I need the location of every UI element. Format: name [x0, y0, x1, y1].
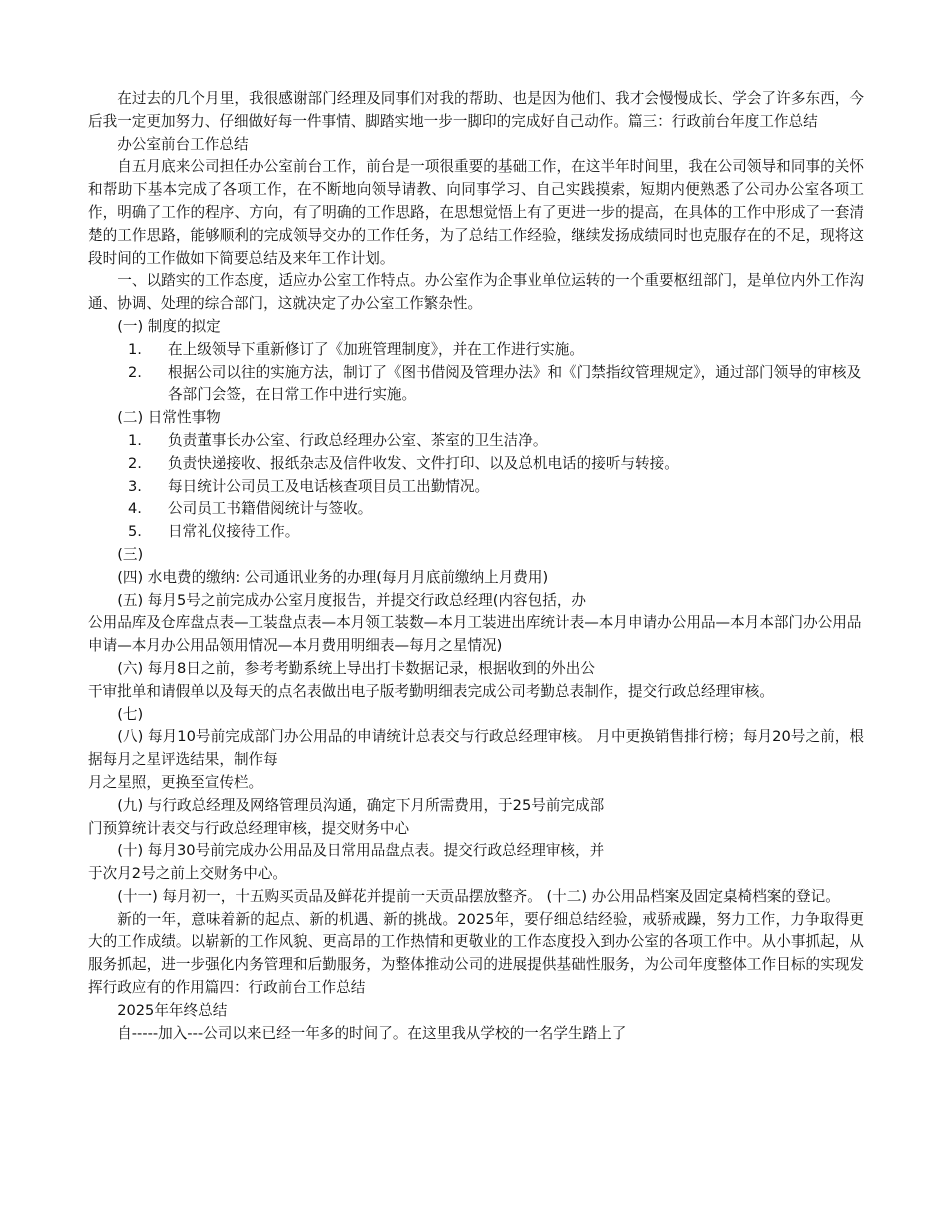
subsection-heading: (十) 每月30号前完成办公用品及日常用品盘点表。提交行政总经理审核，并 — [117, 842, 605, 860]
list-item — [128, 430, 864, 453]
list-item — [128, 453, 864, 476]
paragraph-continuation: 门预算统计表交与行政总经理审核，提交财务中心 — [88, 819, 410, 837]
list-text: 负责董事长办公室、行政总经理办公室、茶室的卫生洁净。 — [168, 431, 548, 449]
list-number: 1. — [128, 431, 142, 449]
paragraph: 在过去的几个月里，我很感谢部门经理及同事们对我的帮助、也是因为他们、我才会慢慢成长、学会了许多东西，今后我一定更加努力、仔细做好每一件事情、脚踏实地一步一脚印的完成好自己动作。篇三：行政前台年度工作总结 — [88, 90, 864, 130]
list-number: 4. — [128, 500, 142, 518]
list-number: 1. — [128, 340, 142, 358]
subsection-heading: (十一) 每月初一，十五购买贡品及鲜花并提前一天贡品摆放整齐。 (十二) 办公用品档案及固定桌椅档案的登记。 — [117, 887, 840, 905]
list-item — [128, 521, 864, 544]
subsection-heading: (一) 制度的拟定 — [117, 317, 221, 335]
numbered-list — [88, 339, 864, 407]
section-heading: 办公室前台工作总结 — [117, 135, 249, 153]
paragraph: 自五月底来公司担任办公室前台工作，前台是一项很重要的基础工作，在这半年时间里，我在公司领导和同事的关怀和帮助下基本完成了各项工作，在不断地向领导请教、向同事学习、自己实践摸索，短期内便熟悉了公司办公室各项工作，明确了工作的程序、方向，有了明确的工作思路，在思想觉悟上有了更进一步的提高，在具体的工作中形成了一套清楚的工作思路，能够顺利的完成领导交办的工作任务，为了总结工作经验，继续发扬成绩同时也克服存在的不足，现将这段时间的工作做如下简要总结及来年工作计划。 — [88, 158, 864, 267]
subsection-heading: (五) 每月5号之前完成办公室月度报告，并提交行政总经理(内容包括，办 — [117, 591, 587, 609]
subsection-heading: (八) 每月10号前完成部门办公用品的申请统计总表交与行政总经理审核。 月中更换销售排行榜；每月20号之前，根据每月之星评选结果，制作每 — [88, 728, 864, 769]
paragraph: 一、以踏实的工作态度，适应办公室工作特点。办公室作为企事业单位运转的一个重要枢纽部门，是单位内外工作沟通、协调、处理的综合部门，这就决定了办公室工作繁杂性。 — [88, 272, 864, 313]
paragraph: 自-----加入---公司以来已经一年多的时间了。在这里我从学校的一名学生踏上了 — [117, 1024, 627, 1042]
subsection-heading: (六) 每月8日之前，参考考勤系统上导出打卡数据记录，根据收到的外出公 — [117, 659, 595, 677]
list-item — [128, 362, 864, 408]
subsection-heading: (九) 与行政总经理及网络管理员沟通，确定下月所需费用，于25号前完成部 — [117, 796, 605, 814]
subsection-heading: (四) 水电费的缴纳: 公司通讯业务的办理(每月月底前缴纳上月费用) — [117, 568, 549, 586]
list-number: 5. — [128, 523, 142, 541]
list-number: 2. — [128, 454, 142, 472]
list-text: 在上级领导下重新修订了《加班管理制度》，并在工作进行实施。 — [168, 340, 584, 358]
list-item — [128, 498, 864, 521]
paragraph-continuation: 公用品库及仓库盘点表—工装盘点表—本月领工装数—本月工装进出库统计表—本月申请办公用品—本月本部门办公用品申请—本月办公用品领用情况—本月费用明细表—每月之星情况) — [88, 614, 862, 655]
list-text: 公司员工书籍借阅统计与签收。 — [168, 500, 373, 518]
paragraph-continuation: 于次月2号之前上交财务中心。 — [88, 865, 288, 883]
list-text: 每日统计公司员工及电话核查项目员工出勤情况。 — [168, 477, 490, 495]
list-text: 负责快递接收、报纸杂志及信件收发、文件打印、以及总机电话的接听与转接。 — [168, 454, 679, 472]
section-heading: 2025年年终总结 — [117, 1001, 228, 1019]
list-text: 日常礼仪接待工作。 — [168, 523, 300, 541]
list-item — [128, 476, 864, 499]
subsection-heading: (三) — [117, 545, 144, 563]
paragraph-continuation: 干审批单和请假单以及每天的点名表做出电子版考勤明细表完成公司考勤总表制作，提交行政总经理审核。 — [88, 682, 774, 700]
paragraph: 新的一年，意味着新的起点、新的机遇、新的挑战。2025年，要仔细总结经验，戒骄戒躁，努力工作，力争取得更大的工作成绩。以崭新的工作风貌、更高昂的工作热情和更敬业的工作态度投入到办公室的各项工作中。从小事抓起，从服务抓起，进一步强化内务管理和后勤服务，为整体推动公司的进展提供基础性服务，为公司年度整体工作目标的实现发挥行政应有的作用篇四：行政前台工作总结 — [88, 910, 864, 997]
list-number: 2. — [128, 363, 142, 381]
subsection-heading: (七) — [117, 705, 144, 723]
list-text: 根据公司以往的实施方法，制订了《图书借阅及管理办法》和《门禁指纹管理规定》，通过部门领导的审核及各部门会签，在日常工作中进行实施。 — [168, 363, 862, 404]
list-item — [128, 339, 864, 362]
list-number: 3. — [128, 477, 142, 495]
subsection-heading: (二) 日常性事物 — [117, 409, 221, 427]
numbered-list — [88, 430, 864, 544]
paragraph-continuation: 月之星照，更换至宣传栏。 — [88, 773, 264, 791]
document-body — [88, 88, 864, 1045]
